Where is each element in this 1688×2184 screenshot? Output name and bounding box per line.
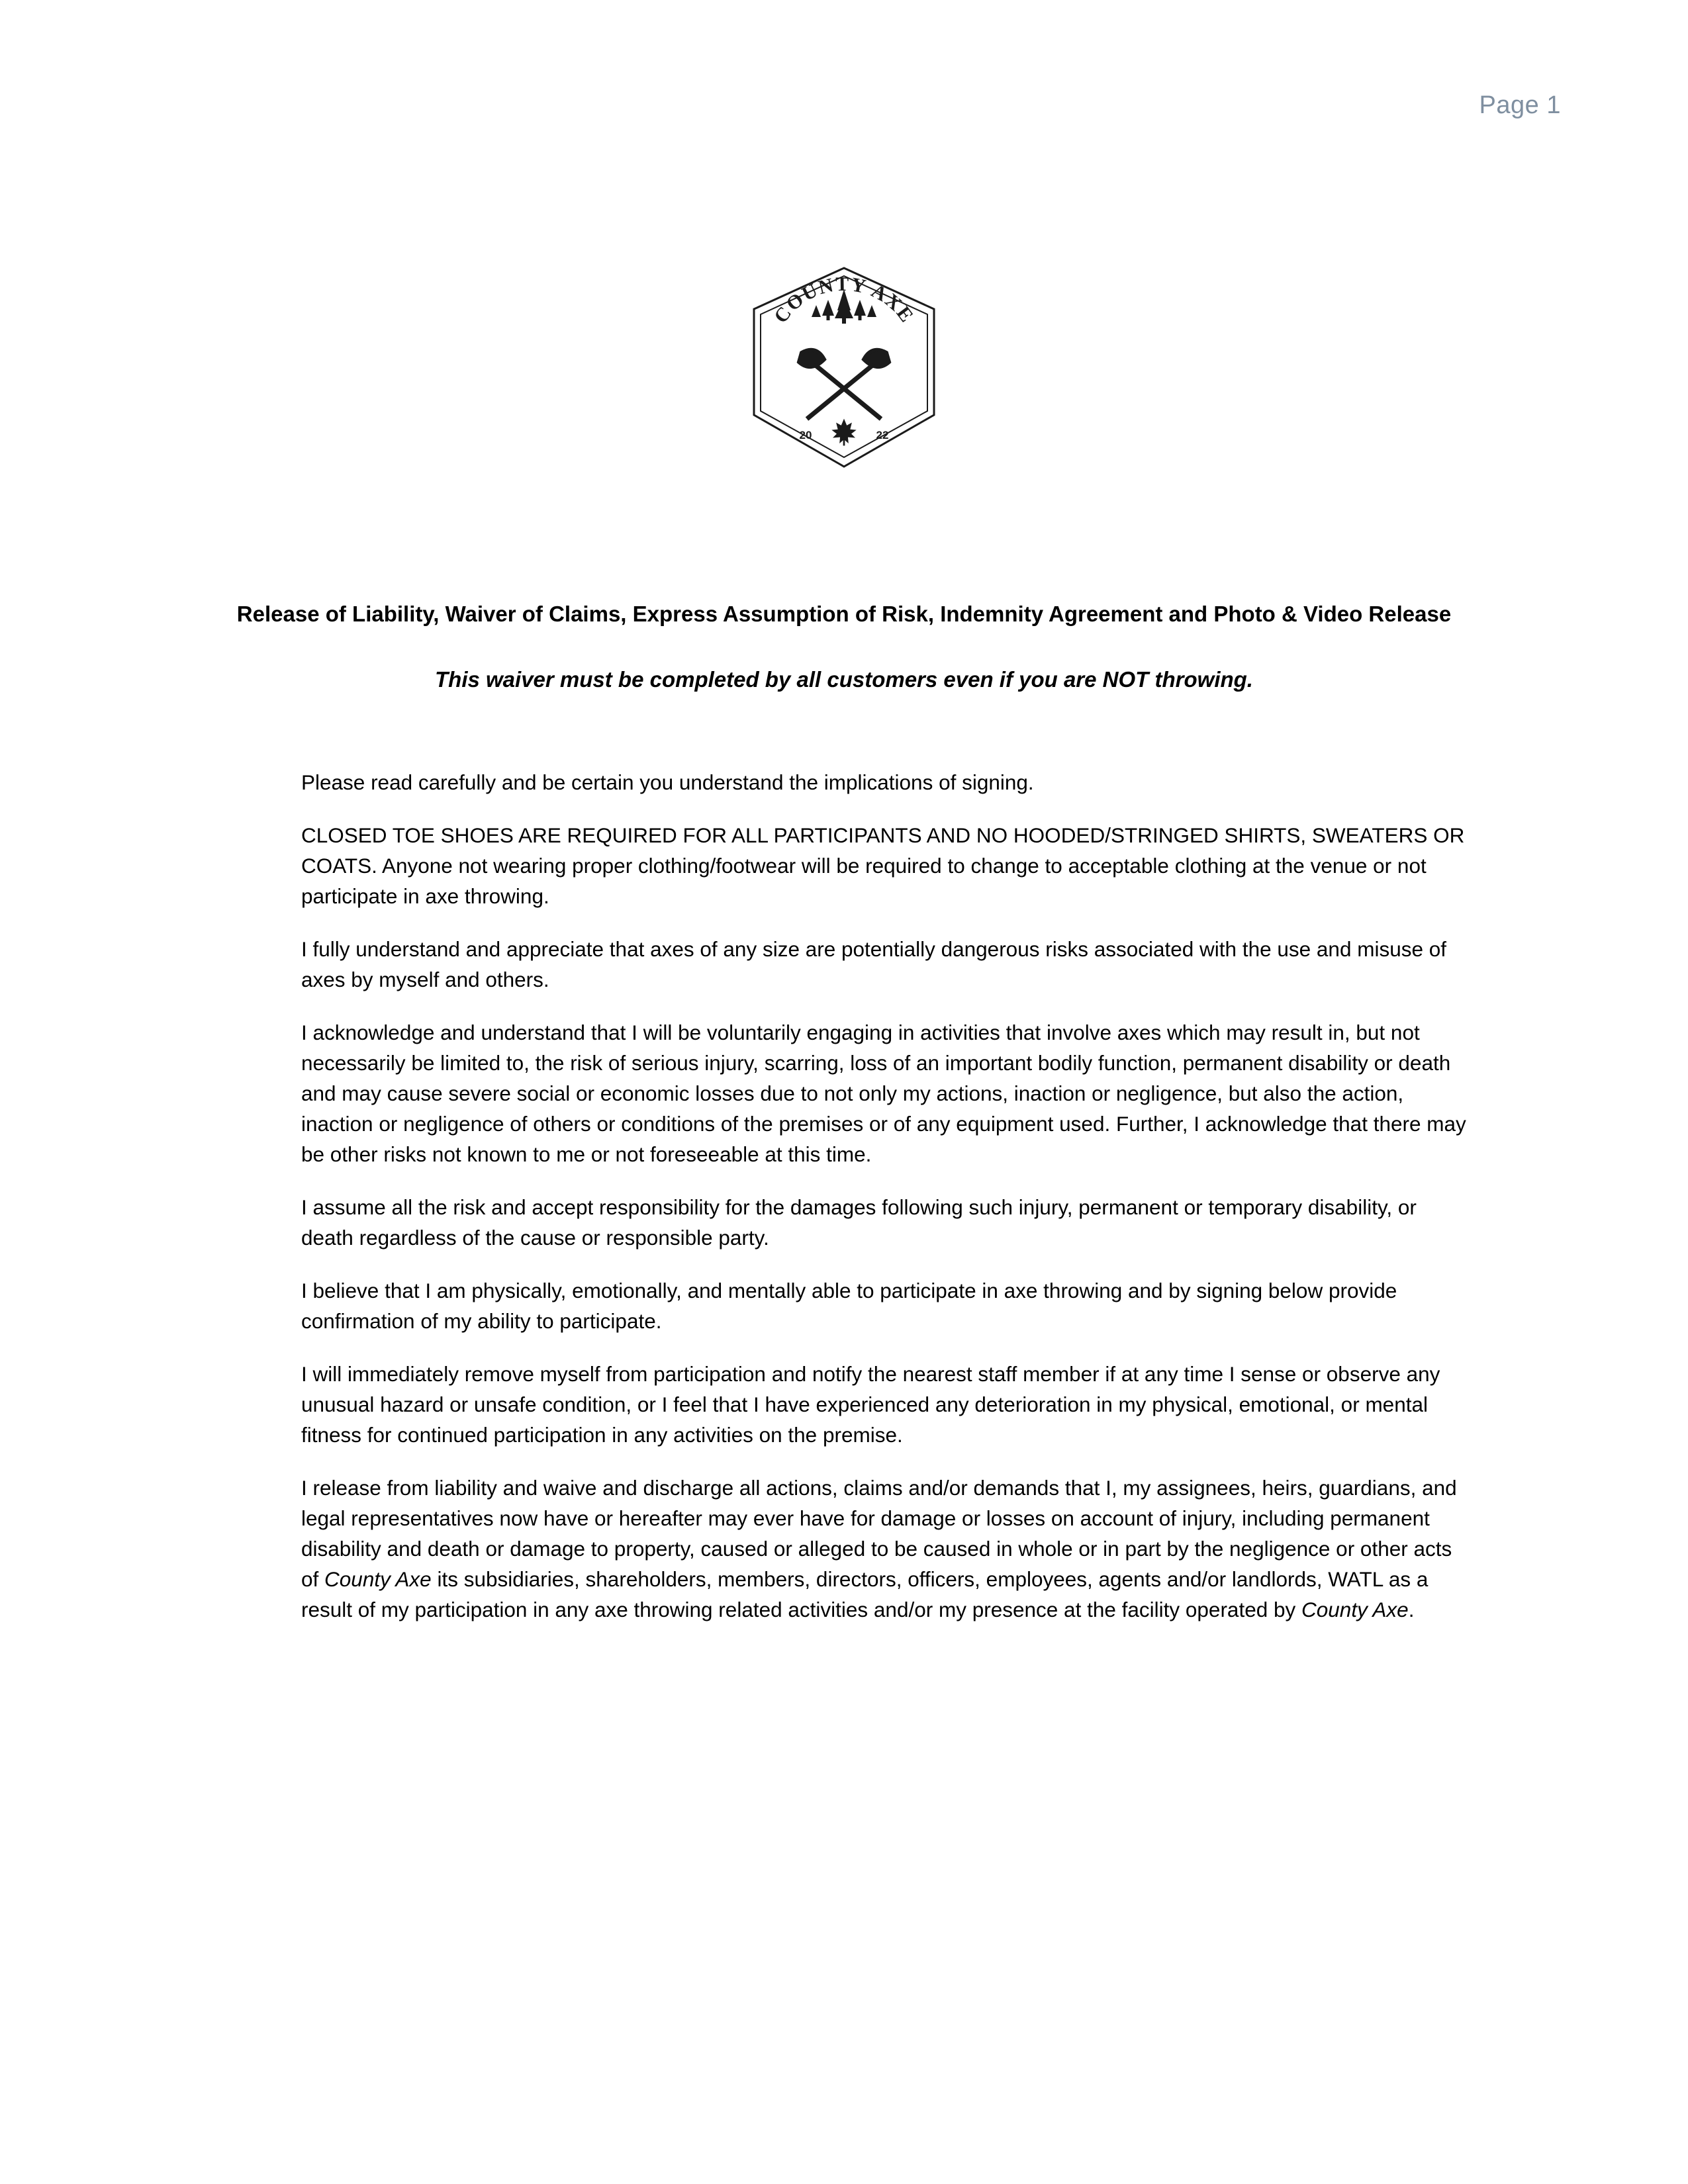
- release-paragraph: [301, 1473, 1466, 1625]
- document-title: Release of Liability, Waiver of Claims, Express Assumption of Risk, Indemnity Agreement and Photo & Video Release: [236, 602, 1452, 626]
- company-name: County Axe: [324, 1567, 432, 1591]
- paragraph: I acknowledge and understand that I will be voluntarily engaging in activities that involve axes which may result in, but not necessarily be limited to, the risk of serious injury, scarring, loss of an important bodily function, permanent disability or death and may cause severe social or economic losses due to not only my actions, inaction or negligence, but also the action, inaction or negligence of others or conditions of the premises or of any equipment used. Further, I acknowledge that there may be other risks not known to me or not foreseeable at this time.: [301, 1020, 1466, 1166]
- paragraph: I fully understand and appreciate that axes of any size are potentially dangerous risks associated with the use and misuse of axes by myself and others.: [301, 936, 1447, 991]
- page-number-label: Page 1: [1479, 91, 1561, 119]
- paragraph: I will immediately remove myself from participation and notify the nearest staff member if at any time I sense or observe any unusual hazard or unsafe condition, or I feel that I have experienced any deterioration in my physical, emotional, or mental fitness for continued participation in any activities on the premise.: [301, 1361, 1440, 1447]
- release-text-part3: .: [1408, 1597, 1415, 1621]
- document-subtitle: This waiver must be completed by all customers even if you are NOT throwing.: [435, 666, 1253, 692]
- paragraph: I assume all the risk and accept responsibility for the damages following such injury, permanent or temporary disability, or death regardless of the cause or responsible party.: [301, 1195, 1417, 1250]
- svg-text:20: 20: [799, 429, 812, 441]
- paragraph: Please read carefully and be certain you understand the implications of signing.: [301, 770, 1034, 794]
- logo-container: [0, 261, 1688, 473]
- release-text-part2: its subsidiaries, shareholders, members, directors, officers, employees, agents and/or landlords, WATL as a result of my participation in any axe throwing related activities and/or my presence at the facility operated by: [301, 1567, 1429, 1621]
- county-axe-logo: [745, 261, 943, 473]
- company-name: County Axe: [1301, 1597, 1409, 1621]
- document-body: [301, 768, 1466, 1625]
- paragraph: CLOSED TOE SHOES ARE REQUIRED FOR ALL PARTICIPANTS AND NO HOODED/STRINGED SHIRTS, SWEATERS OR COATS. Anyone not wearing proper clothing/footwear will be required to change to acceptable clothing at the venue or not participate in axe throwing.: [301, 823, 1465, 908]
- release-text-part1: I release from liability and waive and discharge all actions, claims and/or demands that I, my assignees, heirs, guardians, and legal representatives now have or hereafter may ever have for damage or losses on account of injury, including permanent disability and death or damage to property, caused or alleged to be caused in whole or in part by the negligence or other acts of: [301, 1475, 1457, 1591]
- svg-text:COUNTY AXE: COUNTY AXE: [769, 273, 919, 328]
- title-block: [218, 599, 1470, 695]
- svg-text:22: 22: [876, 429, 889, 441]
- paragraph: I believe that I am physically, emotionally, and mentally able to participate in axe throwing and by signing below provide confirmation of my ability to participate.: [301, 1278, 1397, 1333]
